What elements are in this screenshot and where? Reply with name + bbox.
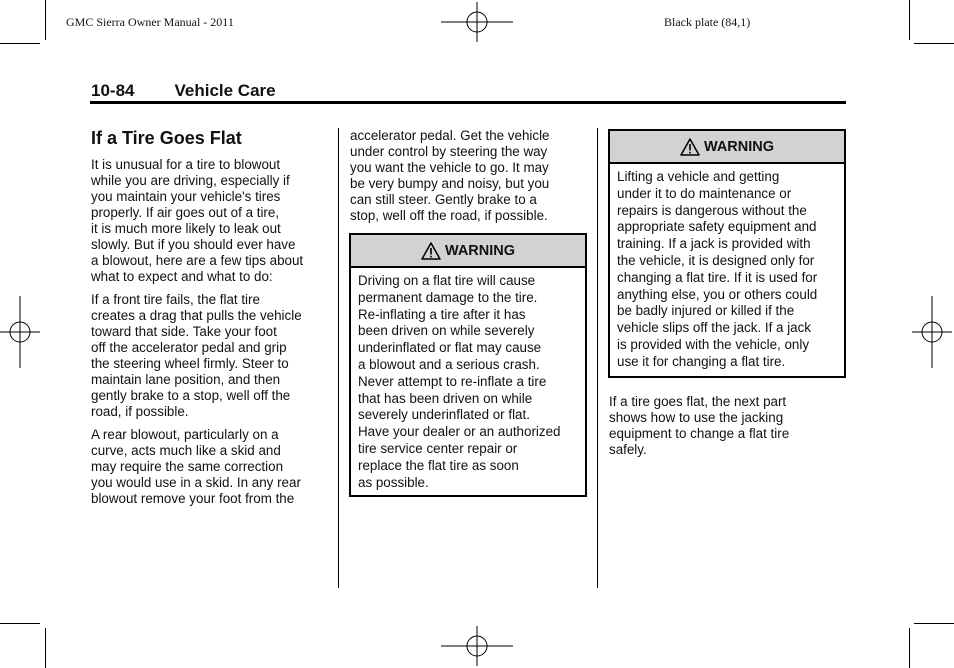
plate-label: Black plate (84,1) [664,15,751,29]
warning-header [610,131,844,164]
warning-box [349,233,587,497]
column-1 [91,127,331,514]
page-title: If a Tire Goes Flat [91,128,242,148]
registration-mark-icon [0,296,40,368]
crop-mark [0,43,40,44]
header-rule [90,101,846,104]
page-number: 10-84 [91,81,135,100]
crop-mark [45,628,46,668]
section-title: Vehicle Care [174,81,276,100]
warning-triangle-icon [421,242,441,260]
column-divider [597,128,598,588]
paragraph: If a tire goes flat, the next part shows how to use the jacking equipment to change a flat tire safely. [609,394,790,457]
warning-header [351,235,585,268]
crop-mark [909,628,910,668]
crop-mark [914,623,954,624]
paragraph: It is unusual for a tire to blowout while you are driving, especially if you maintain your vehicle's tires properly. If air goes out of a tire, it is much more likely to leak out slowly. But if you should ever have a blowout, here are a few tips about what to expect and what to do: [91,157,304,284]
warning-triangle-icon [680,138,700,156]
registration-mark-icon [441,2,513,42]
paragraph: If a front tire fails, the flat tire creates a drag that pulls the vehicle toward that side. Take your foot off the accelerator pedal and grip the steering wheel firmly. Steer to maintain lane position, and then gently brake to a stop, well off the road, if possible. [91,292,302,419]
registration-mark-icon [441,626,513,666]
crop-mark [45,0,46,40]
paragraph: A rear blowout, particularly on a curve, acts much like a skid and may require the same correction you would use in a skid. In any rear blowout remove your foot from the [91,427,301,506]
warning-box [608,129,846,378]
warning-text: Lifting a vehicle and getting under it to do maintenance or repairs is dangerous without the appropriate safety equipment and training. If a jack is provided with the vehicle, it is designed only for changing a flat tire. If it is used for anything else, you or others could be badly injured or killed if the vehicle slips off the jack. If a jack is provided with the vehicle, only use it for changing a flat tire. [617,169,818,369]
warning-text: Driving on a flat tire will cause permanent damage to the tire. Re-inflating a tire after it has been driven on while severely underinflated or flat may cause a blowout and a serious crash. Never attempt to re-inflate a tire that has been driven on while severely underinflated or flat. Have your dealer or an authorized tire service center repair or replace the flat tire as soon as possible. [358,273,561,490]
warning-label: WARNING [703,138,775,155]
column-2 [350,128,590,231]
column-3 [609,394,849,465]
paragraph: accelerator pedal. Get the vehicle under control by steering the way you want the vehicle to go. It may be very bumpy and noisy, but you can still steer. Gently brake to a stop, well off the road, if possible. [350,128,550,223]
manual-title: GMC Sierra Owner Manual - 2011 [66,15,234,29]
section-header [91,81,276,101]
warning-label: WARNING [444,242,516,259]
crop-mark [0,623,40,624]
crop-mark [909,0,910,40]
crop-mark [914,43,954,44]
registration-mark-icon [912,296,952,368]
column-divider [338,128,339,588]
